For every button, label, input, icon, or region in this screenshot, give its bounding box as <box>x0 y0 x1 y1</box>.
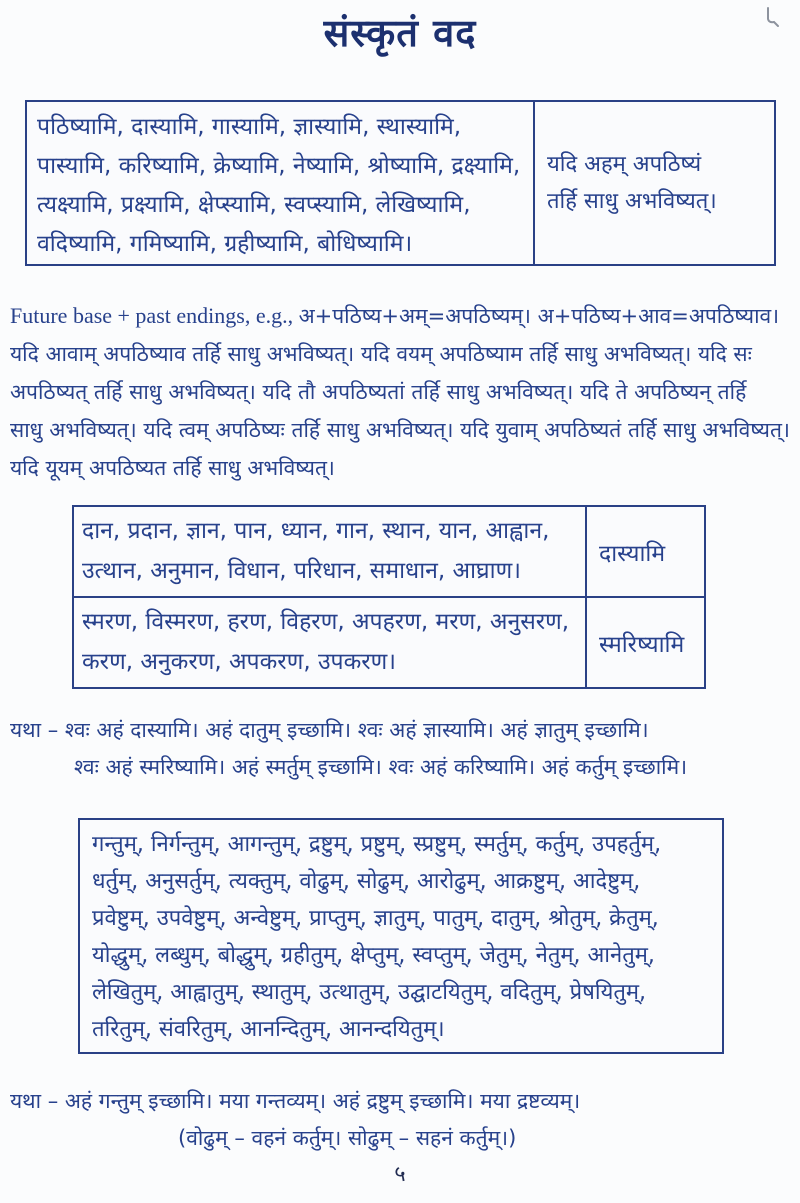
infinitive-line: प्रवेष्टुम्, उपवेष्टुम्, अन्वेष्टुम्, प्राप्तुम्, ज्ञातुम्, पातुम्, दातुम्, श्रोतुम्, क्रेतुम्, <box>92 906 659 931</box>
paragraph-line: यदि यूयम् अपठिष्यत तर्हि साधु अभविष्यत्। <box>10 456 335 480</box>
example-line: (वोढुम् – वहनं कर्तुम्। सोढुम् – सहनं कर्तुम्।) <box>178 1126 517 1150</box>
page-title: संस्कृतं वद <box>323 11 477 55</box>
conditional-line: यदि अहम् अपठिष्यं <box>547 152 702 177</box>
verb-cell: स्मरिष्यामि <box>599 631 685 658</box>
verb-list-line: वदिष्यामि, गमिष्यामि, ग्रहीष्यामि, बोधिष्यामि। <box>37 231 413 257</box>
example-label: यथा – <box>10 1089 65 1113</box>
grammar-paragraph <box>10 297 794 487</box>
example-line <box>10 1083 580 1120</box>
conditional-line: तर्हि साधु अभविष्यत्। <box>547 189 717 214</box>
verb-list-line: पठिष्यामि, दास्यामि, गास्यामि, ज्ञास्यामि, स्थास्यामि, <box>37 114 462 140</box>
example-text: श्वः अहं दास्यामि। अहं दातुम् इच्छामि। श्वः अहं ज्ञास्यामि। अहं ज्ञातुम् इच्छामि। <box>64 718 649 742</box>
pen-mark-icon <box>764 6 782 28</box>
noun-list-cell <box>74 507 587 596</box>
verb-list-line: त्यक्ष्यामि, प्रक्ष्यामि, क्षेप्स्यामि, स्वप्स्यामि, लेखिष्यामि, <box>37 192 471 218</box>
table-row <box>74 507 704 596</box>
infinitives-table <box>78 818 724 1054</box>
nouns-table <box>72 505 706 689</box>
noun-list-line: करण, अनुकरण, अपकरण, उपकरण। <box>82 649 397 675</box>
paragraph-line: अपठिष्यत् तर्हि साधु अभविष्यत्। यदि तौ अपठिष्यतां तर्हि साधु अभविष्यत्। यदि ते अपठिष्यन् तर्हि <box>10 380 747 404</box>
example-text: अहं गन्तुम् इच्छामि। मया गन्तव्यम्। अहं द्रष्टुम् इच्छामि। मया द्रष्टव्यम्। <box>64 1089 581 1113</box>
example-block-2 <box>10 1083 580 1157</box>
paragraph-line: साधु अभविष्यत्। यदि त्वम् अपठिष्यः तर्हि साधु अभविष्यत्। यदि युवाम् अपठिष्यतं तर्हि साधु अभविष्यत्। <box>10 418 790 442</box>
example-line <box>10 712 687 749</box>
noun-list-line: दान, प्रदान, ज्ञान, पान, ध्यान, गान, स्थान, यान, आह्वान, <box>82 518 550 544</box>
paragraph-line: यदि आवाम् अपठिष्याव तर्हि साधु अभविष्यत्। यदि वयम् अपठिष्याम तर्हि साधु अभविष्यत्। यदि सः <box>10 342 752 366</box>
future-verbs-list-cell <box>27 102 535 264</box>
latin-intro: Future base + past endings, e.g., <box>10 303 299 328</box>
conditional-example-cell <box>535 102 774 264</box>
page-number: ५ <box>394 1162 406 1187</box>
example-block-1 <box>10 712 687 786</box>
infinitive-line: योद्धुम्, लब्धुम्, बोद्धुम्, ग्रहीतुम्, क्षेप्तुम्, स्वप्तुम्, जेतुम्, नेतुम्, आनेतुम्, <box>92 943 655 968</box>
example-label: यथा – <box>10 718 65 742</box>
verb-list-line: पास्यामि, करिष्यामि, क्रेष्यामि, नेष्यामि, श्रोष्यामि, द्रक्ष्यामि, <box>37 153 521 179</box>
table-row <box>74 596 704 687</box>
paragraph-line <box>10 297 794 335</box>
infinitive-line: गन्तुम्, निर्गन्तुम्, आगन्तुम्, द्रष्टुम्, प्रष्टुम्, स्प्रष्टुम्, स्मर्तुम्, कर्तुम्, उपहर्तुम्, <box>92 832 662 857</box>
infinitive-line: तरितुम्, संवरितुम्, आनन्दितुम्, आनन्दयितुम्। <box>92 1017 445 1042</box>
example-line: श्वः अहं स्मरिष्यामि। अहं स्मर्तुम् इच्छामि। श्वः अहं करिष्यामि। अहं कर्तुम् इच्छामि। <box>74 755 688 779</box>
noun-list-line: उत्थान, अनुमान, विधान, परिधान, समाधान, आघ्राण। <box>82 558 521 584</box>
infinitive-line: लेखितुम्, आह्वातुम्, स्थातुम्, उत्थातुम्, उद्घाटयितुम्, वदितुम्, प्रेषयितुम्, <box>92 980 647 1005</box>
future-verbs-table <box>25 100 776 266</box>
noun-list-cell <box>74 598 587 687</box>
devanagari-intro: अ+पठिष्य+अम्=अपठिष्यम्। अ+पठिष्य+आव=अपठिष्याव। <box>298 304 780 328</box>
infinitive-line: धर्तुम्, अनुसर्तुम्, त्यक्तुम्, वोढुम्, सोढुम्, आरोढुम्, आक्रष्टुम्, आदेष्टुम्, <box>92 869 641 894</box>
noun-list-line: स्मरण, विस्मरण, हरण, विहरण, अपहरण, मरण, अनुसरण, <box>82 609 570 635</box>
verb-cell: दास्यामि <box>599 540 666 567</box>
